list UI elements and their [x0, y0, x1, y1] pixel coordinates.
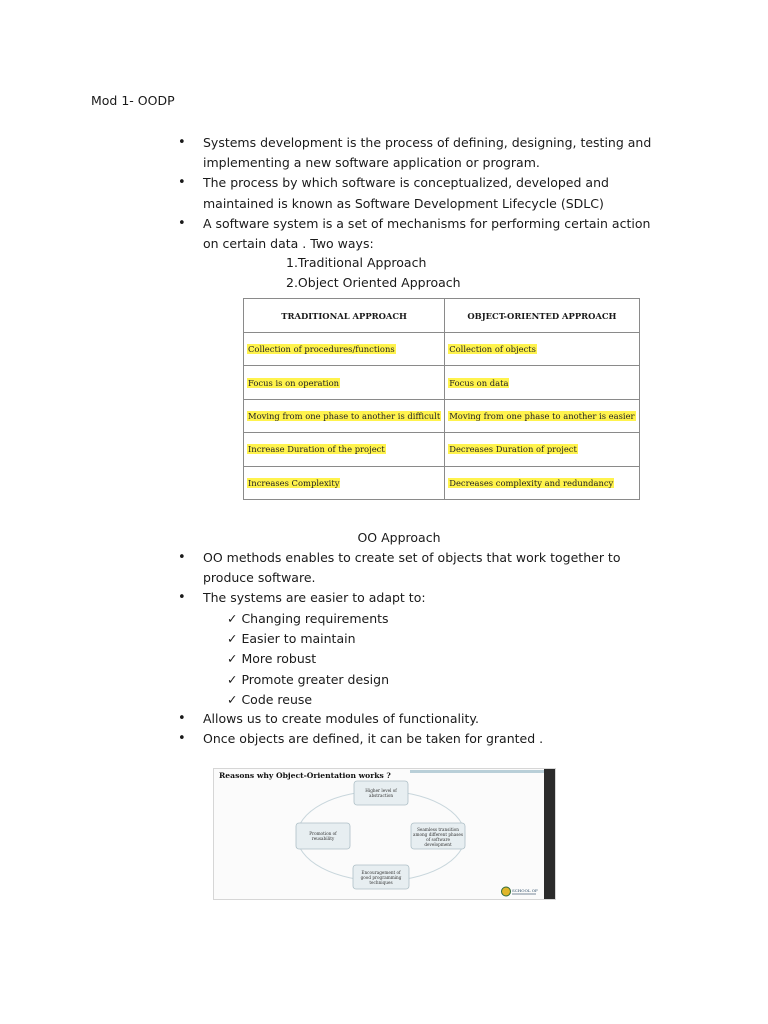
highlighted-text: Collection of objects	[449, 344, 536, 355]
list-item: • OO methods enables to create set of objects that work together to produce software.	[178, 548, 658, 588]
check-item: ✓ Easier to maintain	[227, 631, 356, 647]
document-title: Mod 1- OODP	[91, 93, 175, 108]
highlighted-text: Decreases complexity and redundancy	[449, 477, 614, 488]
node-label-abstraction: Higher level of abstraction	[365, 788, 397, 798]
column-header-object-oriented: OBJECT-ORIENTED APPROACH	[445, 299, 639, 333]
highlighted-text: Increases Complexity	[248, 477, 340, 488]
table-cell	[445, 433, 639, 466]
approach-item-object-oriented: 2.Object Oriented Approach	[286, 275, 461, 290]
highlighted-text: Collection of procedures/functions	[248, 344, 395, 355]
table-row	[244, 333, 640, 366]
highlighted-text: Moving from one phase to another is difficult	[248, 410, 441, 421]
oo-bullet-list	[178, 548, 658, 609]
table-row	[244, 399, 640, 432]
list-item: • Allows us to create modules of functionality.	[178, 709, 658, 729]
table-cell	[244, 399, 445, 432]
comparison-table	[243, 298, 640, 500]
check-item: ✓ Promote greater design	[227, 671, 389, 687]
table-header-row	[244, 299, 640, 333]
column-header-traditional: TRADITIONAL APPROACH	[244, 299, 445, 333]
approach-item-traditional: 1.Traditional Approach	[286, 255, 427, 270]
list-item: • Systems development is the process of defining, designing, testing and implementing a new software application or program.	[178, 133, 658, 173]
table-cell	[445, 399, 639, 432]
table-cell	[445, 466, 639, 499]
table-cell	[244, 466, 445, 499]
table-cell	[244, 433, 445, 466]
check-item: ✓ Code reuse	[227, 691, 313, 707]
checkmark-list	[227, 609, 389, 710]
table-cell	[244, 333, 445, 366]
intro-bullet-list	[178, 133, 658, 254]
school-logo	[501, 886, 541, 897]
table-cell	[445, 333, 639, 366]
highlighted-text: Increase Duration of the project	[248, 444, 385, 455]
check-item: ✓ More robust	[227, 651, 317, 667]
list-item: • A software system is a set of mechanisms for performing certain action on certain data . Two ways:	[178, 214, 658, 254]
oo-reasons-figure	[213, 768, 556, 900]
table-cell	[244, 366, 445, 399]
node-label-transition: Seamless transition among different phases of software development	[413, 827, 464, 847]
table-row	[244, 433, 640, 466]
oo-bullet-list-bottom	[178, 709, 658, 749]
check-item: ✓ Changing requirements	[227, 611, 389, 626]
figure-side-bar	[544, 769, 555, 899]
list-item: • The systems are easier to adapt to:	[178, 588, 658, 608]
table-row	[244, 466, 640, 499]
list-item: • Once objects are defined, it can be taken for granted .	[178, 729, 658, 749]
highlighted-text: Focus is on operation	[248, 377, 340, 388]
list-item: • The process by which software is conceptualized, developed and maintained is known as Software Development Lifecycle (SDLC)	[178, 173, 658, 213]
highlighted-text: Decreases Duration of project	[449, 444, 577, 455]
section-heading-oo-approach: OO Approach	[357, 530, 441, 545]
node-label-programming: Encouragement of good programming techniques	[360, 870, 402, 885]
highlighted-text: Moving from one phase to another is easier	[449, 410, 635, 421]
table-row	[244, 366, 640, 399]
figure-title: Reasons why Object-Orientation works ?	[219, 771, 391, 780]
table-cell	[445, 366, 639, 399]
node-label-reusability: Promotion of reusability	[309, 831, 337, 841]
highlighted-text: Focus on data	[449, 377, 509, 388]
logo-text: SCHOOL OF	[512, 888, 538, 893]
